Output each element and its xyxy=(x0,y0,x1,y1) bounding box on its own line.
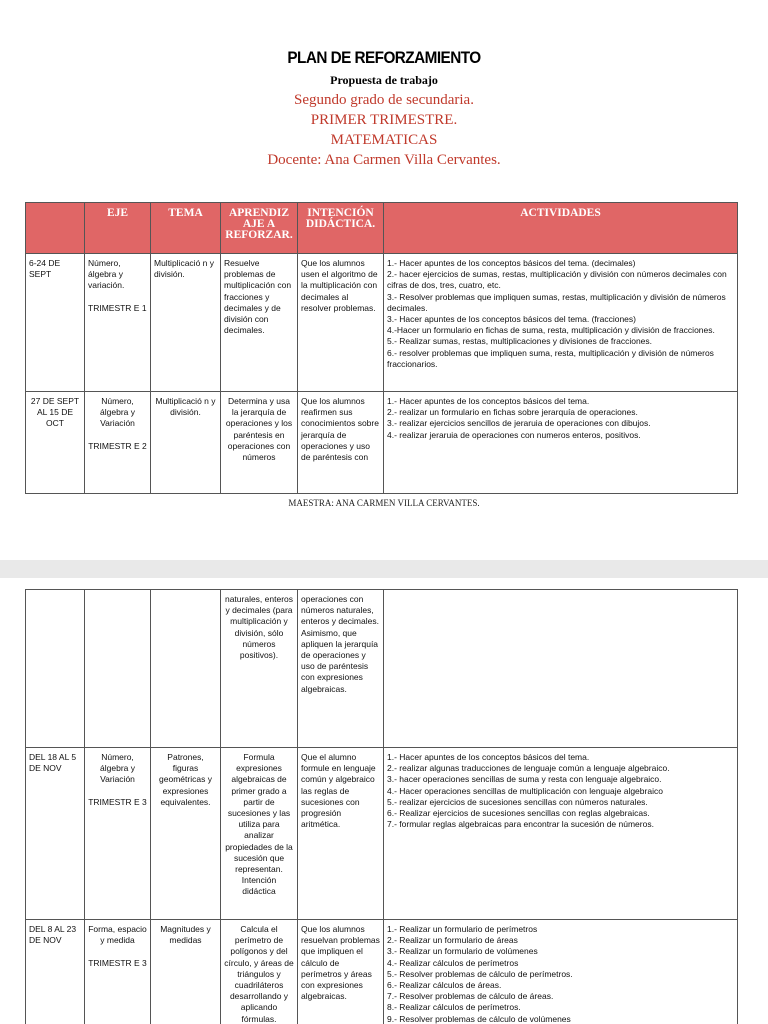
intencion-cell: operaciones con números naturales, enteros y decimales. Asimismo, que apliquen la jerarquía de operaciones y uso de paréntesis con expresiones algebraicas. xyxy=(298,590,384,748)
table-row xyxy=(26,590,738,748)
table-row xyxy=(26,254,738,392)
tema-cell: Multiplicació n y división. xyxy=(151,254,221,392)
table-row xyxy=(26,748,738,920)
plan-table-continued xyxy=(25,589,738,1024)
actividades-cell: 1.- Hacer apuntes de los conceptos básicos del tema. (decimales) 2.- hacer ejercicios de sumas, restas, multiplicación y división con números decimales con cifras de dos, tres, cuatro, etc. 3.- Resolver problemas que impliquen sumas, restas, multiplicación y división de números decimales. 3.- Hacer apuntes de los conceptos básicos del tema. (fracciones) 4.-Hacer un formulario en fichas de suma, resta, multiplicación y división de fracciones. 5.- Realizar sumas, restas, multiplicaciones y divisiones de fracciones. 6.- resolver problemas que impliquen suma, resta, multiplicación y división de números fraccionarios. xyxy=(384,254,738,392)
date-cell: 27 DE SEPT AL 15 DE OCT xyxy=(26,392,85,494)
plan-table xyxy=(25,202,738,494)
actividades-cell: 1.- Hacer apuntes de los conceptos básicos del tema. 2.- realizar algunas traducciones de lenguaje común a lenguaje algebraico. 3.- hacer operaciones sencillas de suma y resta con lenguaje algebraico. 4.- Hacer operaciones sencillas de multiplicación con lenguaje algebraico 5.- realizar ejercicios de sucesiones sencillas con números naturales. 6.- Realizar ejercicios de sucesiones sencillas con reglas algebraicas. 7.- formular reglas algebraicas para encontrar la sucesión de números. xyxy=(384,748,738,920)
date-cell: DEL 18 AL 5 DE NOV xyxy=(26,748,85,920)
date-cell: DEL 8 AL 23 DE NOV xyxy=(26,920,85,1024)
table-row xyxy=(26,392,738,494)
eje-cell: Forma, espacio y medida TRIMESTR E 3 xyxy=(85,920,151,1024)
document-subtitle: Propuesta de trabajo xyxy=(330,73,438,87)
aprendizaje-cell: naturales, enteros y decimales (para multiplicación y división, sólo números positivos). xyxy=(221,590,298,748)
teacher-line: Docente: Ana Carmen Villa Cervantes. xyxy=(267,152,501,168)
actividades-cell: 1.- Realizar un formulario de perímetros 2.- Realizar un formulario de áreas 3.- Realizar un formulario de volúmenes 4.- Realizar cálculos de perímetros 5.- Resolver problemas de cálculo de perímetros. 6.- Realizar cálculos de áreas. 7.- Resolver problemas de cálculo de áreas. 8.- Realizar cálculos de perímetros. 9.- Resolver problemas de cálculo de volúmenes xyxy=(384,920,738,1024)
header-aprendizaje: APRENDIZ AJE A REFORZAR. xyxy=(221,203,298,254)
aprendizaje-cell: Determina y usa la jerarquía de operaciones y los paréntesis en operaciones con números xyxy=(221,392,298,494)
eje-cell xyxy=(85,590,151,748)
trimester-line: PRIMER TRIMESTRE. xyxy=(310,112,458,128)
table-header-row xyxy=(26,203,738,254)
header-actividades: ACTIVIDADES xyxy=(384,203,738,254)
teacher-signature-line: MAESTRA: ANA CARMEN VILLA CERVANTES. xyxy=(288,498,480,508)
aprendizaje-cell: Resuelve problemas de multiplicación con fracciones y decimales y de división con decimales. xyxy=(221,254,298,392)
document-header xyxy=(0,46,768,170)
tema-cell: Patrones, figuras geométricas y expresiones equivalentes. xyxy=(151,748,221,920)
eje-cell: Número, álgebra y Variación TRIMESTR E 3 xyxy=(85,748,151,920)
header-intencion: INTENCIÓN DIDÁCTICA. xyxy=(298,203,384,254)
header-eje: EJE xyxy=(85,203,151,254)
intencion-cell: Que los alumnos resuelvan problemas que impliquen el cálculo de perímetros y áreas con expresiones algebraicas. xyxy=(298,920,384,1024)
aprendizaje-cell: Calcula el perímetro de polígonos y del círculo, y áreas de triángulos y cuadriláteros desarrollando y aplicando fórmulas. xyxy=(221,920,298,1024)
tema-cell: Magnitudes y medidas xyxy=(151,920,221,1024)
header-tema: TEMA xyxy=(151,203,221,254)
document-page-2 xyxy=(0,578,768,1024)
date-cell: 6-24 DE SEPT xyxy=(26,254,85,392)
subject-line: MATEMATICAS xyxy=(330,132,438,148)
date-cell xyxy=(26,590,85,748)
grade-line: Segundo grado de secundaria. xyxy=(294,92,474,108)
intencion-cell: Que los alumnos reafirmen sus conocimientos sobre jerarquía de operaciones y uso de paréntesis con xyxy=(298,392,384,494)
actividades-cell xyxy=(384,590,738,748)
document-title: PLAN DE REFORZAMIENTO xyxy=(287,48,481,67)
intencion-cell: Que el alumno formule en lenguaje común y algebraico las reglas de sucesiones con progresión aritmética. xyxy=(298,748,384,920)
table-row xyxy=(26,920,738,1024)
tema-cell: Multiplicació n y división. xyxy=(151,392,221,494)
actividades-cell: 1.- Hacer apuntes de los conceptos básicos del tema. 2.- realizar un formulario en fichas sobre jerarquía de operaciones. 3.- realizar ejercicios sencillos de jeraruia de operaciones con dibujos. 4.- realizar jeraruia de operaciones con numeros enteros, positivos. xyxy=(384,392,738,494)
header-date xyxy=(26,203,85,254)
eje-cell: Número, álgebra y variación. TRIMESTR E 1 xyxy=(85,254,151,392)
intencion-cell: Que los alumnos usen el algoritmo de la multiplicación con decimales al resolver problemas. xyxy=(298,254,384,392)
eje-cell: Número, álgebra y Variación TRIMESTR E 2 xyxy=(85,392,151,494)
tema-cell xyxy=(151,590,221,748)
aprendizaje-cell: Formula expresiones algebraicas de primer grado a partir de sucesiones y las utiliza para analizar propiedades de la sucesión que representan. Intención didáctica xyxy=(221,748,298,920)
